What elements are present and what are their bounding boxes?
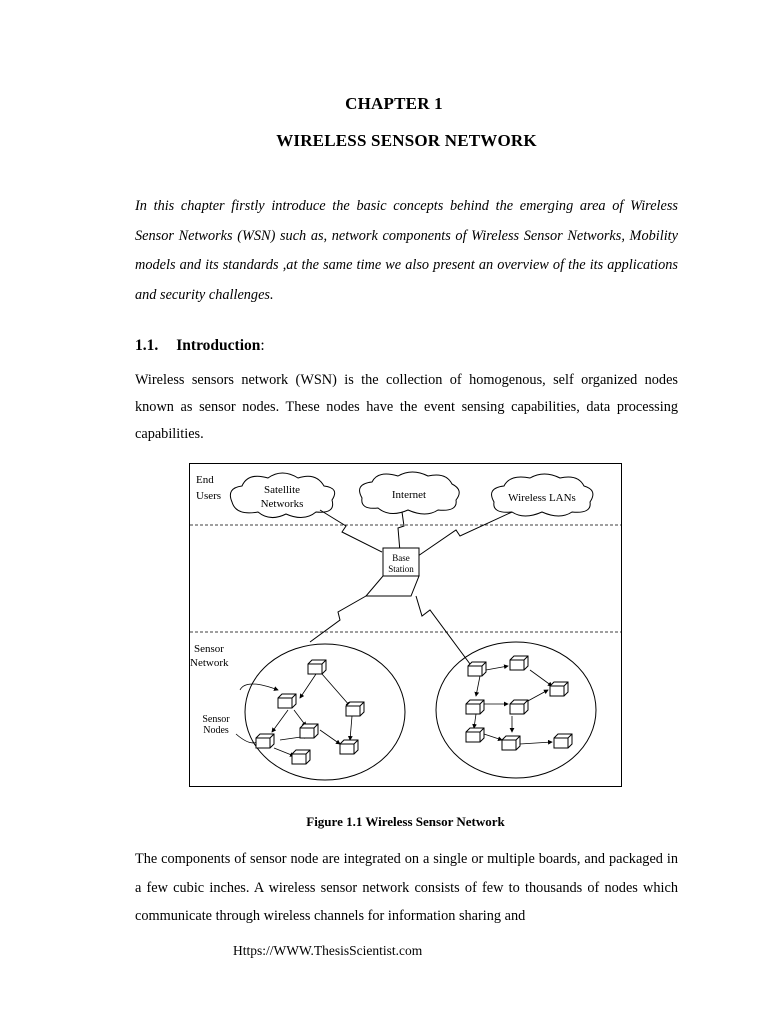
internet-label: Internet — [391, 489, 427, 501]
figure-caption: Figure 1.1 Wireless Sensor Network — [306, 814, 505, 829]
intro-paragraph: Wireless sensors network (WSN) is the collection of homogenous, self organized nodes known as sensor nodes. These nodes have the event sensing capabilities, data processing capabilities. — [135, 372, 678, 442]
sensor-network-label-line1: Sensor — [194, 643, 224, 655]
sensor-field-2 — [436, 642, 596, 778]
satellite-label-line1: Satellite — [263, 484, 301, 496]
base-station — [366, 548, 419, 596]
base-station-label-line1: Base — [392, 553, 410, 563]
section-number: 1.1. — [135, 337, 159, 354]
section-title: Introduction — [176, 337, 261, 354]
footer-url[interactable]: Https://WWW.ThesisScientist.com — [233, 943, 423, 958]
sensor-field-1 — [245, 644, 405, 780]
link-base-network2 — [416, 596, 470, 664]
base-station-label-line2: Station — [388, 564, 414, 574]
link-base-network1 — [310, 596, 366, 642]
figure-wsn-diagram — [189, 463, 622, 787]
link-satellite-base — [320, 510, 382, 552]
chapter-title: WIRELESS SENSOR NETWORK — [276, 131, 537, 150]
internet-cloud — [360, 472, 460, 514]
sensor-nodes-label-line2: Nodes — [203, 725, 229, 736]
wsn-diagram-svg — [190, 464, 621, 786]
wireless-lans-label: Wireless LANs — [508, 492, 576, 504]
components-paragraph: The components of sensor node are integrated on a single or multiple boards, and packaged in a few cubic inches. A wireless sensor network consists of few to thousands of nodes which communicate through wireless channels for information sharing and — [135, 851, 678, 924]
end-users-label-line2: Users — [196, 490, 222, 502]
sensor-nodes-pointer-1 — [240, 684, 278, 690]
sensor-nodes-label-line1: Sensor — [202, 714, 230, 725]
satellite-label-line2: Networks — [260, 498, 304, 510]
link-internet-base — [398, 512, 404, 552]
end-users-label-line1: End — [196, 474, 214, 486]
section-colon: : — [260, 337, 265, 354]
section-heading — [135, 337, 265, 355]
satellite-networks-cloud — [230, 473, 334, 518]
sensor-network-label-line2: Network — [190, 657, 229, 669]
link-lans-base — [418, 512, 512, 556]
chapter-number: CHAPTER 1 — [345, 94, 443, 113]
wireless-lans-cloud — [492, 474, 593, 516]
chapter-abstract: In this chapter firstly introduce the basic concepts behind the emerging area of Wireless Sensor Networks (WSN) such as, network components of Wireless Sensor Networks, Mobility models and its standards ,at the same time we also present an overview of the its applications and security challenges. — [135, 198, 678, 303]
